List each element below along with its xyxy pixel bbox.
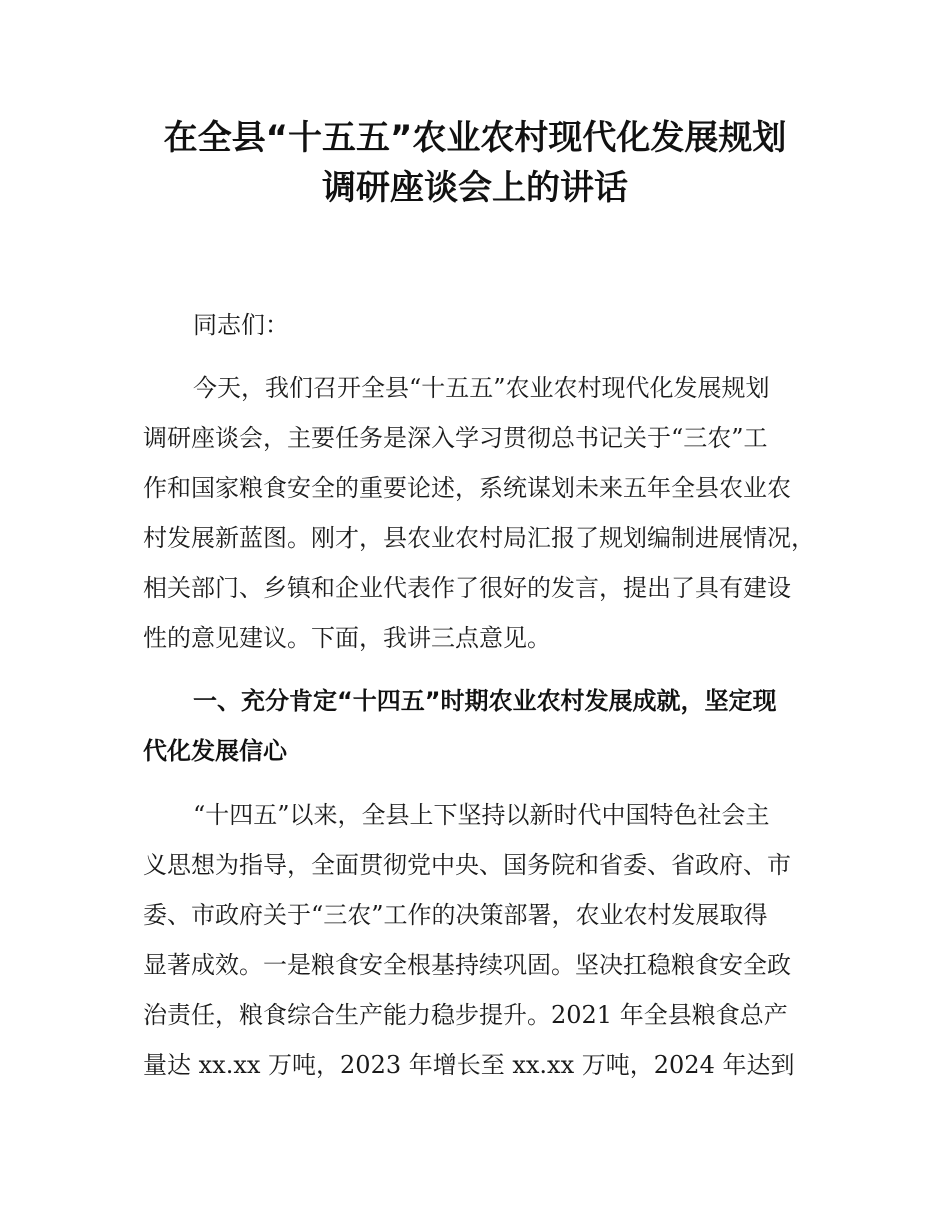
document-title-line-1: 在全县“十五五”农业农村现代化发展规划	[163, 118, 787, 158]
section-heading-1-line-1: 一、充分肯定“十四五”时期农业农村发展成就，坚定现	[193, 687, 777, 715]
paragraph-2-line-5: 治责任，粮食综合生产能力稳步提升。2021 年全县粮食总产	[143, 1001, 788, 1029]
paragraph-2-line-3: 委、市政府关于“三农”工作的决策部署，农业农村发展取得	[143, 901, 768, 929]
section-heading-1-line-2: 代化发展信心	[143, 737, 287, 765]
paragraph-2-line-1: “十四五”以来，全县上下坚持以新时代中国特色社会主	[193, 801, 770, 829]
paragraph-1-line-5: 相关部门、乡镇和企业代表作了很好的发言，提出了具有建设	[143, 574, 791, 602]
paragraph-1-line-3: 作和国家粮食安全的重要论述，系统谋划未来五年全县农业农	[143, 474, 791, 502]
salutation: 同志们：	[193, 311, 289, 339]
paragraph-1-line-1: 今天，我们召开全县“十五五”农业农村现代化发展规划	[193, 374, 770, 402]
paragraph-2-line-6: 量达 xx.xx 万吨，2023 年增长至 xx.xx 万吨，2024 年达到	[143, 1051, 795, 1079]
paragraph-2-line-4: 显著成效。一是粮食安全根基持续巩固。坚决扛稳粮食安全政	[143, 951, 791, 979]
paragraph-1-line-6: 性的意见建议。下面，我讲三点意见。	[143, 624, 551, 652]
paragraph-1-line-4: 村发展新蓝图。刚才，县农业农村局汇报了规划编制进展情况，	[143, 524, 815, 552]
document-title-line-2: 调研座谈会上的讲话	[322, 168, 628, 208]
paragraph-2-line-2: 义思想为指导，全面贯彻党中央、国务院和省委、省政府、市	[143, 851, 791, 879]
paragraph-1-line-2: 调研座谈会，主要任务是深入学习贯彻总书记关于“三农”工	[143, 424, 768, 452]
